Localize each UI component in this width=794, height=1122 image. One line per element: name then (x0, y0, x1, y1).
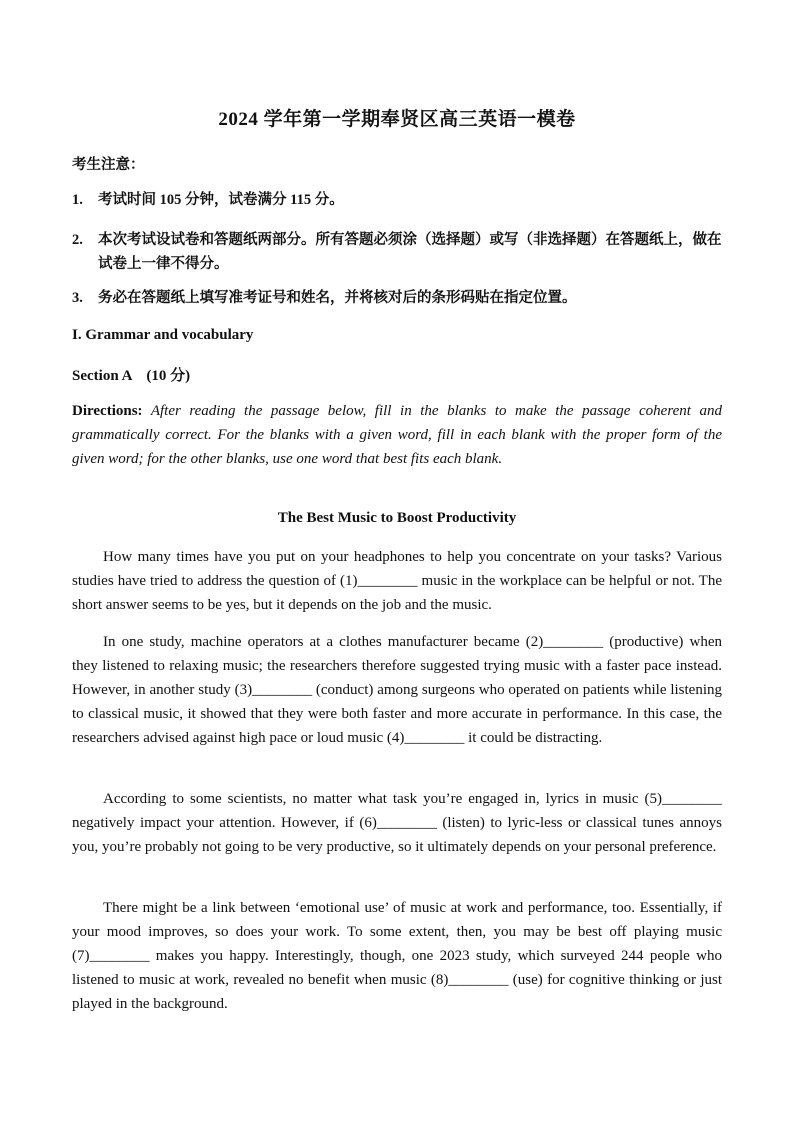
passage-paragraph: According to some scientists, no matter what task you’re engaged in, lyrics in music (5)________ negatively impact your attention. However, if (6)________ (listen) to lyric-less or classical tunes annoys you, you’re probably not going to be very productive, so it ultimately depends on your personal preference. (72, 791, 722, 855)
notice-item-number: 1. (72, 192, 83, 208)
part-heading: I. Grammar and vocabulary (72, 327, 254, 343)
directions-text: After reading the passage below, fill in the blanks to make the passage coherent and grammatically correct. For the blanks with a given word, fill in each blank with the proper form of the given word; for the other blanks, use one word that best fits each blank. (72, 403, 722, 467)
notice-item-2 (72, 228, 724, 276)
directions-label: Directions: (72, 403, 143, 419)
directions (72, 399, 722, 471)
notice-item-text: 务必在答题纸上填写准考证号和姓名，并将核对后的条形码贴在指定位置。 (98, 290, 577, 306)
notice-item-text: 本次考试设试卷和答题纸两部分。所有答题必须涂（选择题）或写（非选择题）在答题纸上，做在试卷上一律不得分。 (98, 232, 722, 272)
notice-item-number: 2. (72, 232, 83, 248)
passage-title: The Best Music to Boost Productivity (277, 510, 517, 526)
section-name: Section A (72, 368, 133, 384)
notice-item-number: 3. (72, 290, 83, 306)
notice-item-1 (72, 188, 724, 212)
notice-item-3 (72, 286, 724, 310)
passage-paragraph: How many times have you put on your headphones to help you concentrate on your tasks? Various studies have tried to address the question of (1)________ music in the workplace can be helpful or not. The short answer seems to be yes, but it depends on the job and the music. (72, 549, 722, 613)
section-score: (10 分) (146, 368, 191, 384)
section-heading (72, 364, 190, 385)
exam-title: 2024 学年第一学期奉贤区高三英语一模卷 (218, 109, 576, 130)
passage-paragraph: In one study, machine operators at a clothes manufacturer became (2)________ (productive) when they listened to relaxing music; the researchers therefore suggested trying music with a faster pace instead. However, in another study (3)________ (conduct) among surgeons who operated on patients while listening to classical music, it showed that they were both faster and more accurate in performance. In this case, the researchers advised against high pace or loud music (4)________ it could be distracting. (72, 634, 722, 746)
passage-paragraph: There might be a link between ‘emotional use’ of music at work and performance, too. Essentially, if your mood improves, so does your work. To some extent, then, you may be best off playing music (7)________ makes you happy. Interestingly, though, one 2023 study, which surveyed 244 people who listened to music at work, revealed no benefit when music (8)________ (use) for cognitive thinking or just played in the background. (72, 900, 722, 1012)
notice-item-text: 考试时间 105 分钟，试卷满分 115 分。 (98, 192, 344, 208)
notice-label: 考生注意： (72, 157, 145, 173)
